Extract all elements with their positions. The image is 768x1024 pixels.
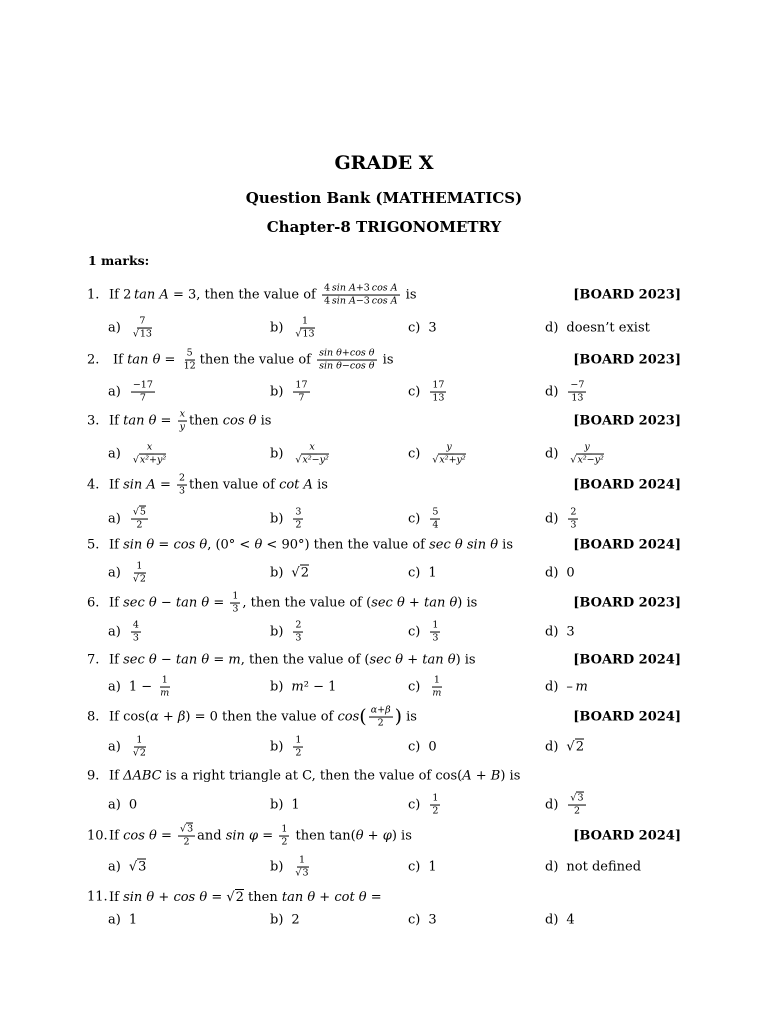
option-b: b) $\frac{x}{\text{√x²−y²}}$ bbox=[270, 441, 329, 466]
board-tag: [BOARD 2024] bbox=[573, 477, 681, 493]
question-number: 8. bbox=[87, 709, 100, 725]
option-b: b) $\frac{2}{3}$ bbox=[270, 619, 302, 644]
board-tag: [BOARD 2024] bbox=[573, 828, 681, 844]
option-d: d) √2 bbox=[545, 739, 584, 755]
option-d: d) 3 bbox=[545, 624, 575, 640]
question-number: 10. bbox=[87, 828, 108, 844]
option-c: c) 1 bbox=[408, 565, 437, 581]
option-c: c) 1 bbox=[408, 859, 437, 875]
question-text: If sec θ − tan θ = m , then the value of ( sec θ + tan θ ) is bbox=[109, 652, 476, 668]
option-b: b) $\frac{17}{7}$ bbox=[270, 379, 308, 404]
option-c: c) 3 bbox=[408, 320, 437, 336]
question-text: If tan θ = $\frac{5}{12}$ then the value of $\frac{\text{sin θ+cos θ}}{\text{sin θ−cos θ}}$ is bbox=[113, 347, 394, 372]
options-10 bbox=[108, 853, 688, 881]
page-subtitle: Question Bank (MATHEMATICS) bbox=[245, 189, 523, 207]
option-a: a) $\frac{-17}{7}$ bbox=[108, 379, 153, 404]
option-c: c) $\frac{1}{3}$ bbox=[408, 619, 439, 644]
option-d: d) $\frac{2}{3}$ bbox=[545, 506, 577, 531]
page-title: GRADE X bbox=[334, 152, 434, 174]
question-text: If cos θ = $\frac{√3}{2}$ and sin φ = $\frac{1}{2}$ then tan( θ + φ ) is bbox=[109, 823, 412, 848]
option-b: b) √2 bbox=[270, 565, 309, 581]
option-b: b) 1 bbox=[270, 797, 300, 813]
section-heading: 1 marks: bbox=[88, 253, 150, 268]
option-c: c) 3 bbox=[408, 912, 437, 928]
option-d: d) $\frac{-7}{13}$ bbox=[545, 379, 585, 404]
board-tag: [BOARD 2024] bbox=[573, 652, 681, 668]
board-tag: [BOARD 2023] bbox=[573, 352, 681, 368]
board-tag: [BOARD 2023] bbox=[573, 413, 681, 429]
question-5 bbox=[87, 530, 681, 560]
option-b: b) $\frac{3}{2}$ bbox=[270, 506, 302, 531]
option-b: b) m ² − 1 bbox=[270, 679, 337, 695]
question-6 bbox=[87, 588, 681, 618]
question-3 bbox=[87, 406, 681, 436]
question-number: 5. bbox=[87, 537, 100, 553]
option-a: a) $\frac{4}{3}$ bbox=[108, 619, 139, 644]
option-b: b) $\frac{1}{2}$ bbox=[270, 734, 302, 759]
question-number: 3. bbox=[87, 413, 100, 429]
question-9 bbox=[87, 761, 681, 791]
option-d: d) 0 bbox=[545, 565, 575, 581]
question-text: If tan θ = $\frac{x}{y}$ then cos θ is bbox=[109, 408, 272, 433]
option-d: d) $\frac{y}{\text{√x²−y²}}$ bbox=[545, 441, 604, 466]
option-a: a) $\frac{1}{√2}$ bbox=[108, 734, 146, 759]
question-2 bbox=[87, 345, 681, 375]
option-a: a) 1 bbox=[108, 912, 138, 928]
option-c: c) $\frac{y}{\text{√x²+y²}}$ bbox=[408, 441, 466, 466]
options-2 bbox=[108, 378, 688, 406]
question-number: 7. bbox=[87, 652, 100, 668]
question-number: 6. bbox=[87, 595, 100, 611]
option-b: b) $\frac{1}{√3}$ bbox=[270, 854, 309, 879]
options-9 bbox=[108, 791, 688, 819]
question-4 bbox=[87, 470, 681, 500]
option-c: c) $\frac{17}{13}$ bbox=[408, 379, 445, 404]
board-tag: [BOARD 2023] bbox=[573, 595, 681, 611]
option-b: b) 2 bbox=[270, 912, 300, 928]
option-a: a) $\frac{√5}{2}$ bbox=[108, 506, 146, 531]
question-7 bbox=[87, 645, 681, 675]
question-text: If sin θ + cos θ = √ 2 then tan θ + cot θ = bbox=[109, 889, 382, 905]
question-text: If cos( α + β ) = 0 then the value of cos ( $\frac{\alpha+\beta}{2}$ ) is bbox=[109, 704, 417, 729]
options-4 bbox=[108, 505, 688, 533]
question-number: 2. bbox=[87, 352, 100, 368]
options-7 bbox=[108, 673, 688, 701]
option-c: c) $\frac{1}{m}$ bbox=[408, 674, 442, 699]
options-1 bbox=[108, 314, 688, 342]
option-d: d) not defined bbox=[545, 859, 642, 875]
option-d: d) 4 bbox=[545, 912, 575, 928]
question-1 bbox=[87, 280, 681, 310]
question-text: If sec θ − tan θ = $\frac{1}{3}$ , then the value of ( sec θ + tan θ ) is bbox=[109, 590, 478, 615]
board-tag: [BOARD 2024] bbox=[573, 709, 681, 725]
option-a: a) $\frac{1}{√2}$ bbox=[108, 560, 146, 585]
options-6 bbox=[108, 618, 688, 646]
options-8 bbox=[108, 733, 688, 761]
question-text: If ΔABC is a right triangle at C, then the value of cos( A + B ) is bbox=[109, 768, 521, 784]
option-d: d) – m bbox=[545, 679, 588, 695]
question-text: If sin θ = cos θ , (0° < θ < 90°) then the value of sec θ sin θ is bbox=[109, 537, 513, 553]
question-10 bbox=[87, 821, 681, 851]
option-a: a) 0 bbox=[108, 797, 138, 813]
question-number: 4. bbox=[87, 477, 100, 493]
options-11 bbox=[108, 906, 688, 934]
option-b: b) $\frac{1}{√13}$ bbox=[270, 315, 315, 340]
option-d: d) doesn’t exist bbox=[545, 320, 650, 336]
question-number: 1. bbox=[87, 287, 100, 303]
option-a: a) √3 bbox=[108, 859, 147, 875]
option-a: a) $\frac{7}{√13}$ bbox=[108, 315, 152, 340]
question-text: If 2 tan A = 3, then the value of $\frac{\text{4 sin A+3 cos A}}{\text{4 sin A−3 cos A}}$ is bbox=[109, 282, 417, 307]
option-d: d) $\frac{√3}{2}$ bbox=[545, 792, 584, 817]
option-c: c) 0 bbox=[408, 739, 437, 755]
option-c: c) $\frac{1}{2}$ bbox=[408, 792, 439, 817]
option-a: a) $\frac{x}{\text{√x²+y²}}$ bbox=[108, 441, 167, 466]
option-a: a) 1 − $\frac{1}{m}$ bbox=[108, 674, 170, 699]
question-8 bbox=[87, 702, 681, 732]
options-3 bbox=[108, 440, 688, 468]
board-tag: [BOARD 2023] bbox=[573, 287, 681, 303]
option-c: c) $\frac{5}{4}$ bbox=[408, 506, 439, 531]
options-5 bbox=[108, 559, 688, 587]
chapter-title: Chapter-8 TRIGONOMETRY bbox=[266, 218, 502, 236]
question-number: 11. bbox=[87, 889, 108, 905]
question-text: If sin A = $\frac{2}{3}$ then value of cot A is bbox=[109, 472, 328, 497]
question-number: 9. bbox=[87, 768, 100, 784]
board-tag: [BOARD 2024] bbox=[573, 537, 681, 553]
